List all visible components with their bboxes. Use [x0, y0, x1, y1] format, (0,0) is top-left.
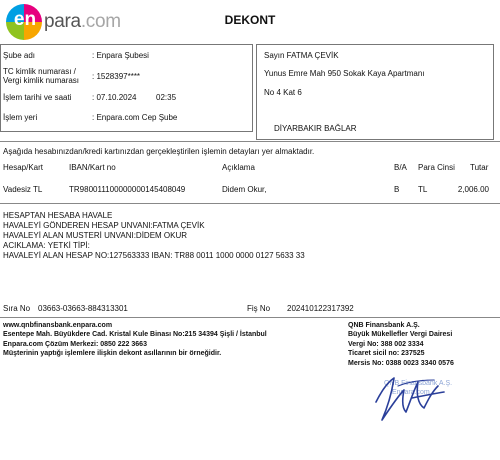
stamp-line-1: QNB Finansbank A.Ş.	[384, 380, 453, 387]
col-header-description: Açıklama	[222, 163, 255, 172]
divider	[0, 203, 500, 204]
footer-left	[3, 321, 267, 359]
col-header-amount: Tutar	[470, 163, 489, 172]
col-header-account: Hesap/Kart	[3, 163, 44, 172]
sira-no-value: 03663-03663-884313301	[38, 304, 128, 313]
detail-line-1: HESAPTAN HESABA HAVALE	[3, 211, 113, 220]
page-title: DEKONT	[224, 13, 276, 27]
detail-line-4: ACIKLAMA: YETKİ TİPİ:	[3, 241, 90, 250]
id-label-2: Vergi kimlik numarası	[3, 76, 80, 85]
place-label: İşlem yeri	[3, 113, 38, 122]
col-header-currency: Para Cinsi	[418, 163, 455, 172]
row-currency: TL	[418, 185, 428, 194]
col-header-ba: B/A	[394, 163, 407, 172]
detail-line-5: HAVALEYİ ALAN HESAP NO:127563333 IBAN: TR88 0011 1000 0000 0127 5633 33	[3, 251, 305, 260]
col-header-iban: IBAN/Kart no	[69, 163, 116, 172]
footer-mersis-number: Mersis No: 0388 0023 3340 0576	[348, 359, 454, 367]
row-account: Vadesiz TL	[3, 185, 43, 194]
divider	[0, 317, 500, 318]
detail-line-2: HAVALEYİ GÖNDEREN HESAP UNVANI:FATMA ÇEVİK	[3, 221, 205, 230]
footer-tax-office: Büyük Mükellefler Vergi Dairesi	[348, 331, 453, 339]
place-value: : Enpara.com Cep Şube	[92, 113, 178, 122]
id-label-1: TC kimlik numarası /	[3, 67, 76, 76]
stamp-line-2: Enpara.com	[392, 389, 430, 396]
branch-label: Şube adı	[3, 51, 36, 60]
id-value: : 1528397****	[92, 72, 141, 81]
logo-com-text: .com	[80, 11, 121, 32]
date-value: : 07.10.2024	[92, 93, 137, 102]
row-ba: B	[394, 185, 400, 194]
row-description: Didem Okur,	[222, 185, 267, 194]
logo-en-text: en	[13, 9, 37, 30]
recipient-address-line-2: No 4 Kat 6	[264, 88, 302, 97]
detail-line-3: HAVALEYİ ALAN MUSTERİ UNVANI:DİDEM OKUR	[3, 231, 188, 240]
time-value: 02:35	[156, 93, 177, 102]
fis-no-label: Fiş No	[247, 304, 271, 313]
logo-para-text: para	[44, 11, 81, 32]
signature-icon	[368, 368, 448, 424]
footer-address: Esentepe Mah. Büyükdere Cad. Kristal Kule Binası No:215 34394 Şişli / İstanbul	[3, 331, 267, 339]
footer-tax-number: Vergi No: 388 002 3334	[348, 340, 424, 348]
footer-trade-registry: Ticaret sicil no: 237525	[348, 350, 425, 358]
footer-support-phone: Enpara.com Çözüm Merkezi: 0850 222 3663	[3, 340, 147, 348]
branch-value: : Enpara Şubesi	[92, 51, 149, 60]
notice-text: Aşağıda hesabınızdan/kredi kartınızdan gerçekleştirilen işlemin detayları yer almaktadır.	[3, 147, 315, 156]
row-amount: 2,006.00	[457, 185, 489, 194]
recipient-city: DİYARBAKIR BAĞLAR	[274, 124, 357, 133]
row-iban: TR980011100000000145408049	[69, 185, 186, 194]
divider	[0, 141, 500, 142]
recipient-name: Sayın FATMA ÇEVİK	[264, 51, 339, 60]
sira-no-label: Sıra No	[3, 304, 31, 313]
recipient-address-line-1: Yunus Emre Mah 950 Sokak Kaya Apartmanı	[264, 69, 425, 78]
date-label: İşlem tarihi ve saati	[3, 93, 72, 102]
footer-website: www.qnbfinansbank.enpara.com	[3, 322, 113, 329]
footer-right	[348, 321, 454, 368]
footer-disclaimer: Müşterinin yaptığı işlemlere ilişkin dekont asıllarının bir örneğidir.	[3, 350, 222, 358]
fis-no-value: 202410122317392	[287, 304, 354, 313]
footer-company-name: QNB Finansbank A.Ş.	[348, 322, 420, 329]
